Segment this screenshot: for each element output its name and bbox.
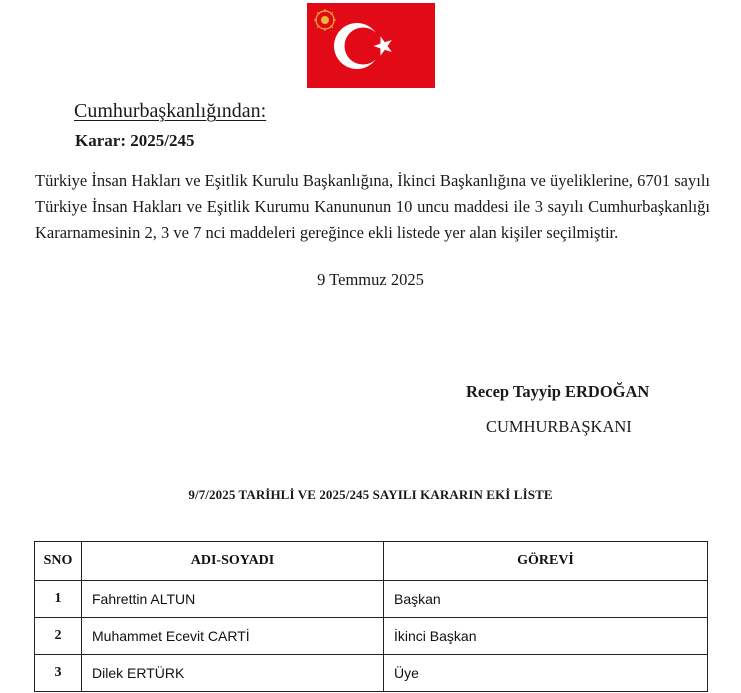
row-sno: 3 (35, 655, 82, 692)
decision-number: Karar: 2025/245 (75, 131, 195, 150)
table-row (35, 581, 708, 618)
table-row (35, 618, 708, 655)
signer-name: Recep Tayyip ERDOĞAN (466, 382, 650, 401)
row-sno: 2 (35, 618, 82, 655)
row-role: Başkan (384, 581, 708, 618)
decision-date: 9 Temmuz 2025 (317, 270, 424, 289)
signer-title: CUMHURBAŞKANI (486, 417, 632, 436)
row-role: Üye (384, 655, 708, 692)
table-header-row (35, 542, 708, 581)
column-header-sno: SNO (35, 542, 82, 581)
issuing-authority: Cumhurbaşkanlığından: (74, 100, 267, 122)
column-header-name: ADI-SOYADI (82, 542, 384, 581)
annex-list-title: 9/7/2025 TARİHLİ VE 2025/245 SAYILI KARARIN EKİ LİSTE (188, 487, 553, 502)
row-name: Dilek ERTÜRK (82, 655, 384, 692)
row-name: Fahrettin ALTUN (82, 581, 384, 618)
table-row (35, 655, 708, 692)
column-header-role: GÖREVİ (384, 542, 708, 581)
turkish-flag-icon (307, 3, 435, 88)
members-table (34, 541, 708, 692)
row-name: Muhammet Ecevit CARTİ (82, 618, 384, 655)
decision-body: Türkiye İnsan Hakları ve Eşitlik Kurulu Başkanlığına, İkinci Başkanlığına ve üyeliklerine, 6701 sayılı Türkiye İnsan Hakları ve Eşitlik Kurumu Kanununun 10 uncu maddesi ile 3 sayılı Cumhurbaşkanlığı Kararnamesinin 2, 3 ve 7 nci maddeleri gereğince ekli listede yer alan kişiler seçilmiştir. (35, 171, 710, 242)
row-sno: 1 (35, 581, 82, 618)
row-role: İkinci Başkan (384, 618, 708, 655)
